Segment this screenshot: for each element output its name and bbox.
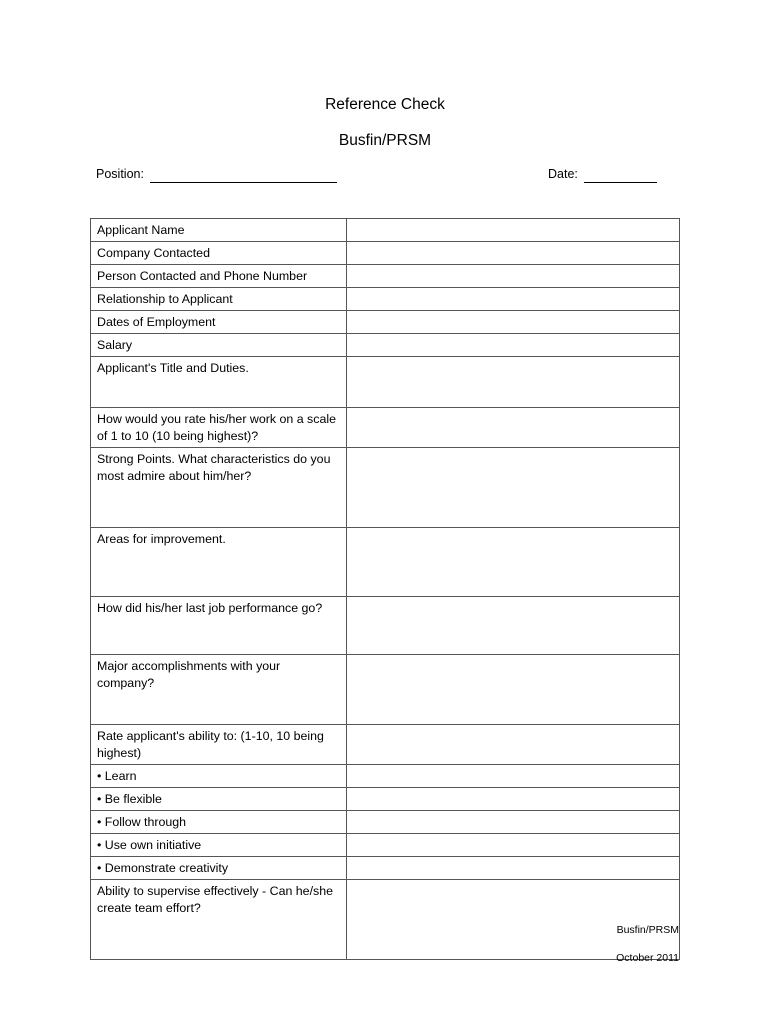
answer-cell[interactable] (347, 288, 680, 311)
table-row (91, 311, 680, 334)
question-cell: Relationship to Applicant (91, 288, 347, 311)
table-row (91, 528, 680, 597)
table-row (91, 448, 680, 528)
question-cell: Company Contacted (91, 242, 347, 265)
question-cell: Applicant's Title and Duties. (91, 357, 347, 408)
question-cell: Applicant Name (91, 219, 347, 242)
table-row (91, 655, 680, 725)
answer-cell[interactable] (347, 408, 680, 448)
question-cell: How did his/her last job performance go? (91, 597, 347, 655)
table-row (91, 408, 680, 448)
table-row (91, 834, 680, 857)
answer-cell[interactable] (347, 265, 680, 288)
footer-date: October 2011 (616, 952, 679, 964)
question-cell: Rate applicant's ability to: (1-10, 10 being highest) (91, 725, 347, 765)
table-row (91, 857, 680, 880)
table-row (91, 219, 680, 242)
question-cell: Ability to supervise effectively - Can he/she create team effort? (91, 880, 347, 960)
table-row (91, 288, 680, 311)
answer-cell[interactable] (347, 311, 680, 334)
answer-cell[interactable] (347, 788, 680, 811)
answer-cell[interactable] (347, 334, 680, 357)
answer-cell[interactable] (347, 725, 680, 765)
table-row (91, 765, 680, 788)
question-cell: • Follow through (91, 811, 347, 834)
answer-cell[interactable] (347, 528, 680, 597)
question-cell: • Demonstrate creativity (91, 857, 347, 880)
question-cell: How would you rate his/her work on a scale of 1 to 10 (10 being highest)? (91, 408, 347, 448)
question-cell: Salary (91, 334, 347, 357)
question-cell: Major accomplishments with your company? (91, 655, 347, 725)
answer-cell[interactable] (347, 880, 680, 960)
question-cell: • Use own initiative (91, 834, 347, 857)
table-row (91, 880, 680, 960)
date-field[interactable] (584, 182, 657, 183)
footer-org: Busfin/PRSM (616, 924, 679, 936)
position-field[interactable] (150, 182, 337, 183)
table-row (91, 357, 680, 408)
date-label: Date: (548, 167, 578, 181)
answer-cell[interactable] (347, 597, 680, 655)
reference-table (90, 218, 680, 960)
answer-cell[interactable] (347, 448, 680, 528)
question-cell: • Learn (91, 765, 347, 788)
position-label: Position: (96, 167, 144, 181)
page-subtitle: Busfin/PRSM (338, 132, 432, 149)
table-row (91, 242, 680, 265)
table-row (91, 597, 680, 655)
answer-cell[interactable] (347, 242, 680, 265)
answer-cell[interactable] (347, 857, 680, 880)
question-cell: • Be flexible (91, 788, 347, 811)
answer-cell[interactable] (347, 655, 680, 725)
table-row (91, 334, 680, 357)
answer-cell[interactable] (347, 357, 680, 408)
question-cell: Strong Points. What characteristics do you most admire about him/her? (91, 448, 347, 528)
answer-cell[interactable] (347, 219, 680, 242)
table-row (91, 265, 680, 288)
answer-cell[interactable] (347, 834, 680, 857)
table-row (91, 811, 680, 834)
question-cell: Dates of Employment (91, 311, 347, 334)
answer-cell[interactable] (347, 811, 680, 834)
question-cell: Areas for improvement. (91, 528, 347, 597)
question-cell: Person Contacted and Phone Number (91, 265, 347, 288)
page-title: Reference Check (325, 96, 445, 113)
table-row (91, 725, 680, 765)
answer-cell[interactable] (347, 765, 680, 788)
table-row (91, 788, 680, 811)
